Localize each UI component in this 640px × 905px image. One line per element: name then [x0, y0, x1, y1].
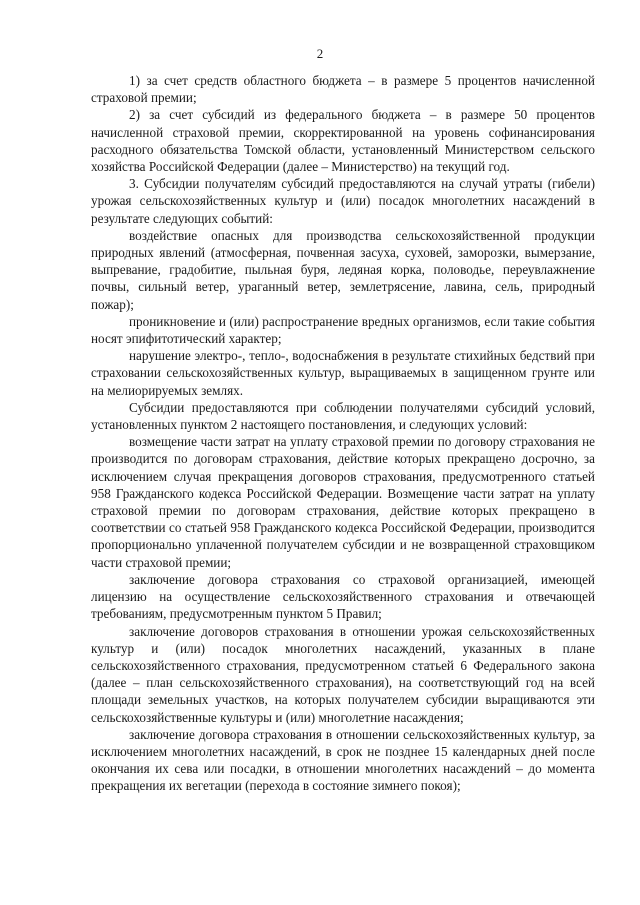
- paragraph: заключение договора страхования со страховой организацией, имеющей лицензию на осуществление сельскохозяйственного страхования и отвечающей требованиям, предусмотренным пунктом 5 Правил;: [91, 571, 595, 622]
- paragraph: проникновение и (или) распространение вредных организмов, если такие события носят эпифитотический характер;: [91, 313, 595, 347]
- paragraph: 1) за счет средств областного бюджета – в размере 5 процентов начисленной страховой премии;: [91, 73, 595, 106]
- paragraph: заключение договоров страхования в отношении урожая сельскохозяйственных культур и (или) посадок многолетних насаждений, указанных в плане сельскохозяйственного страхования, предусмотренном статьей 6 Федерального закона (далее – план сельскохозяйственного страхования), на соответствующий год на всей площади земельных участков, на которых получателем субсидии выращиваются эти сельскохозяйственные культуры и (или) многолетние насаждения;: [91, 623, 595, 725]
- document-body: [91, 72, 595, 795]
- paragraph: возмещение части затрат на уплату страховой премии по договору страхования не производится по договорам страхования, действие которых прекращено досрочно, за исключением случая прекращения договоров страхования, предусмотренного статьей 958 Гражданского кодекса Российской Федерации. Возмещение части затрат на уплату страховой премии по договорам страхования, действие которых прекращено в соответствии со статьей 958 Гражданского кодекса Российской Федерации, производится пропорционально уплаченной получателем субсидии и не возвращенной страховщиком части страховой премии;: [91, 434, 595, 570]
- paragraph: 2) за счет субсидий из федерального бюджета – в размере 50 процентов начисленной страховой премии, скорректированной на уровень софинансирования расходного обязательства Томской области, установленный Министерством сельского хозяйства Российской Федерации (далее – Министерство) на текущий год.: [91, 107, 595, 175]
- paragraph: заключение договора страхования в отношении сельскохозяйственных культур, за исключением многолетних насаждений, в срок не позднее 15 календарных дней после окончания их сева или посадки, в отношении многолетних насаждений – до момента прекращения их вегетации (перехода в состояние зимнего покоя);: [91, 726, 595, 794]
- paragraph: воздействие опасных для производства сельскохозяйственной продукции природных явлений (атмосферная, почвенная засуха, суховей, заморозки, вымерзание, выпревание, градобитие, пыльная буря, ледяная корка, половодье, переувлажнение почвы, сильный ветер, ураганный ветер, землетрясение, лавина, сель, природный пожар);: [91, 227, 595, 312]
- paragraph: нарушение электро-, тепло-, водоснабжения в результате стихийных бедствий при страховании сельскохозяйственных культур, выращиваемых в защищенном грунте или на мелиорируемых землях.: [91, 348, 595, 398]
- paragraph: Субсидии предоставляются при соблюдении получателями субсидий условий, установленных пунктом 2 настоящего постановления, и следующих условий:: [91, 399, 595, 433]
- paragraph: 3. Субсидии получателям субсидий предоставляются на случай утраты (гибели) урожая сельскохозяйственных культур и (или) посадок многолетних насаждений в результате следующих событий:: [91, 176, 595, 226]
- page-number: 2: [316, 46, 324, 61]
